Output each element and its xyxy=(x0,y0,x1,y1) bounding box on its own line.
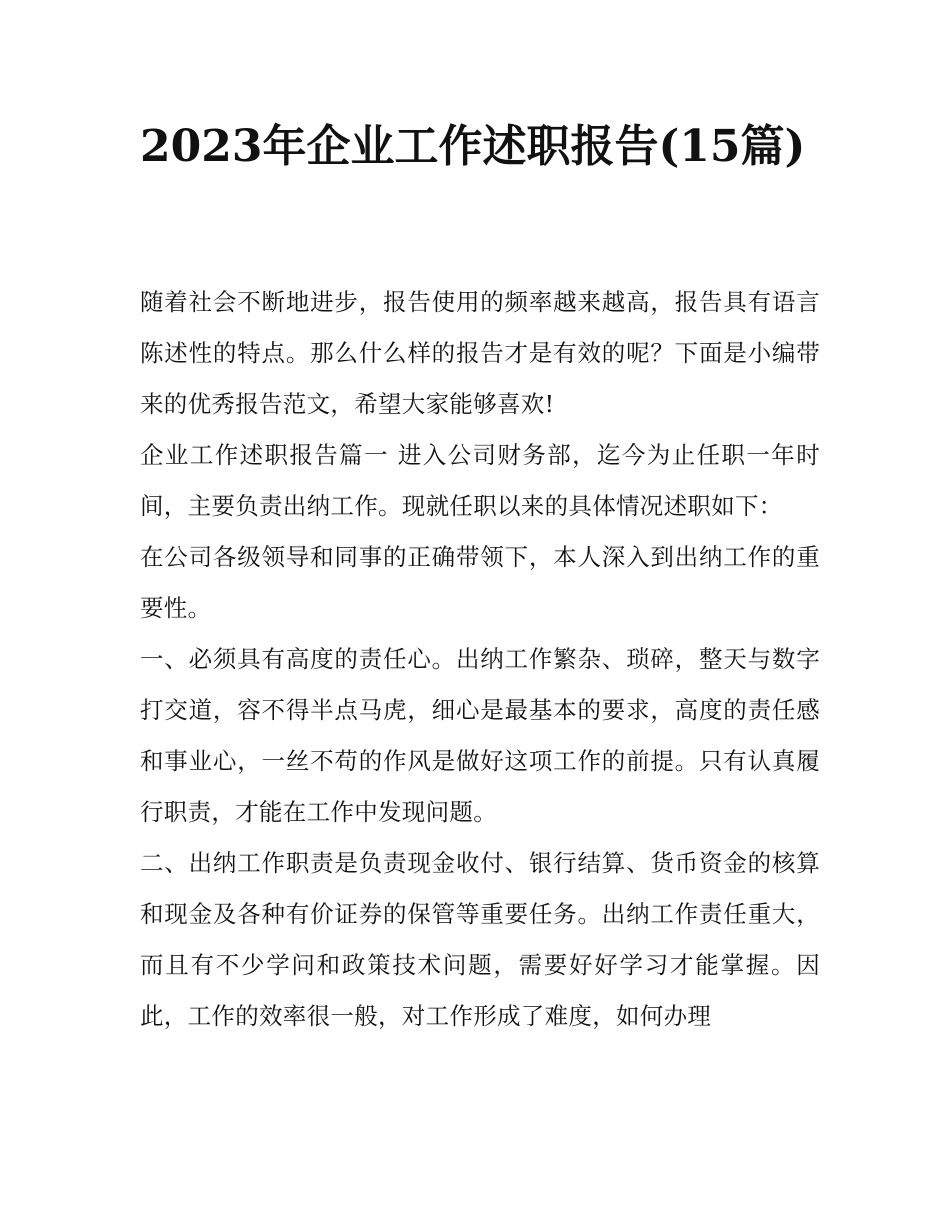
document-body xyxy=(140,277,820,1042)
paragraph-leadership: 在公司各级领导和同事的正确带领下，本人深入到出纳工作的重要性。 xyxy=(140,543,820,622)
document-title: 2023年企业工作述职报告(15篇) xyxy=(140,121,806,172)
paragraph-section-one-opening: 企业工作述职报告篇一 进入公司财务部，迄今为止任职一年时间，主要负责出纳工作。现就任职以来的具体情况述职如下： xyxy=(140,441,820,520)
paragraph-point-one: 一、必须具有高度的责任心。出纳工作繁杂、琐碎，整天与数字打交道，容不得半点马虎，细心是最基本的要求，高度的责任感和事业心，一丝不苟的作风是做好这项工作的前提。只有认真履行职责，才能在工作中发现问题。 xyxy=(140,645,820,826)
paragraph-intro: 随着社会不断地进步，报告使用的频率越来越高，报告具有语言陈述性的特点。那么什么样的报告才是有效的呢？下面是小编带来的优秀报告范文，希望大家能够喜欢! xyxy=(140,288,820,418)
paragraph-point-two: 二、出纳工作职责是负责现金收付、银行结算、货币资金的核算和现金及各种有价证券的保管等重要任务。出纳工作责任重大，而且有不少学问和政策技术问题，需要好好学习才能掌握。因此，工作的效率很一般，对工作形成了难度，如何办理 xyxy=(140,849,820,1030)
